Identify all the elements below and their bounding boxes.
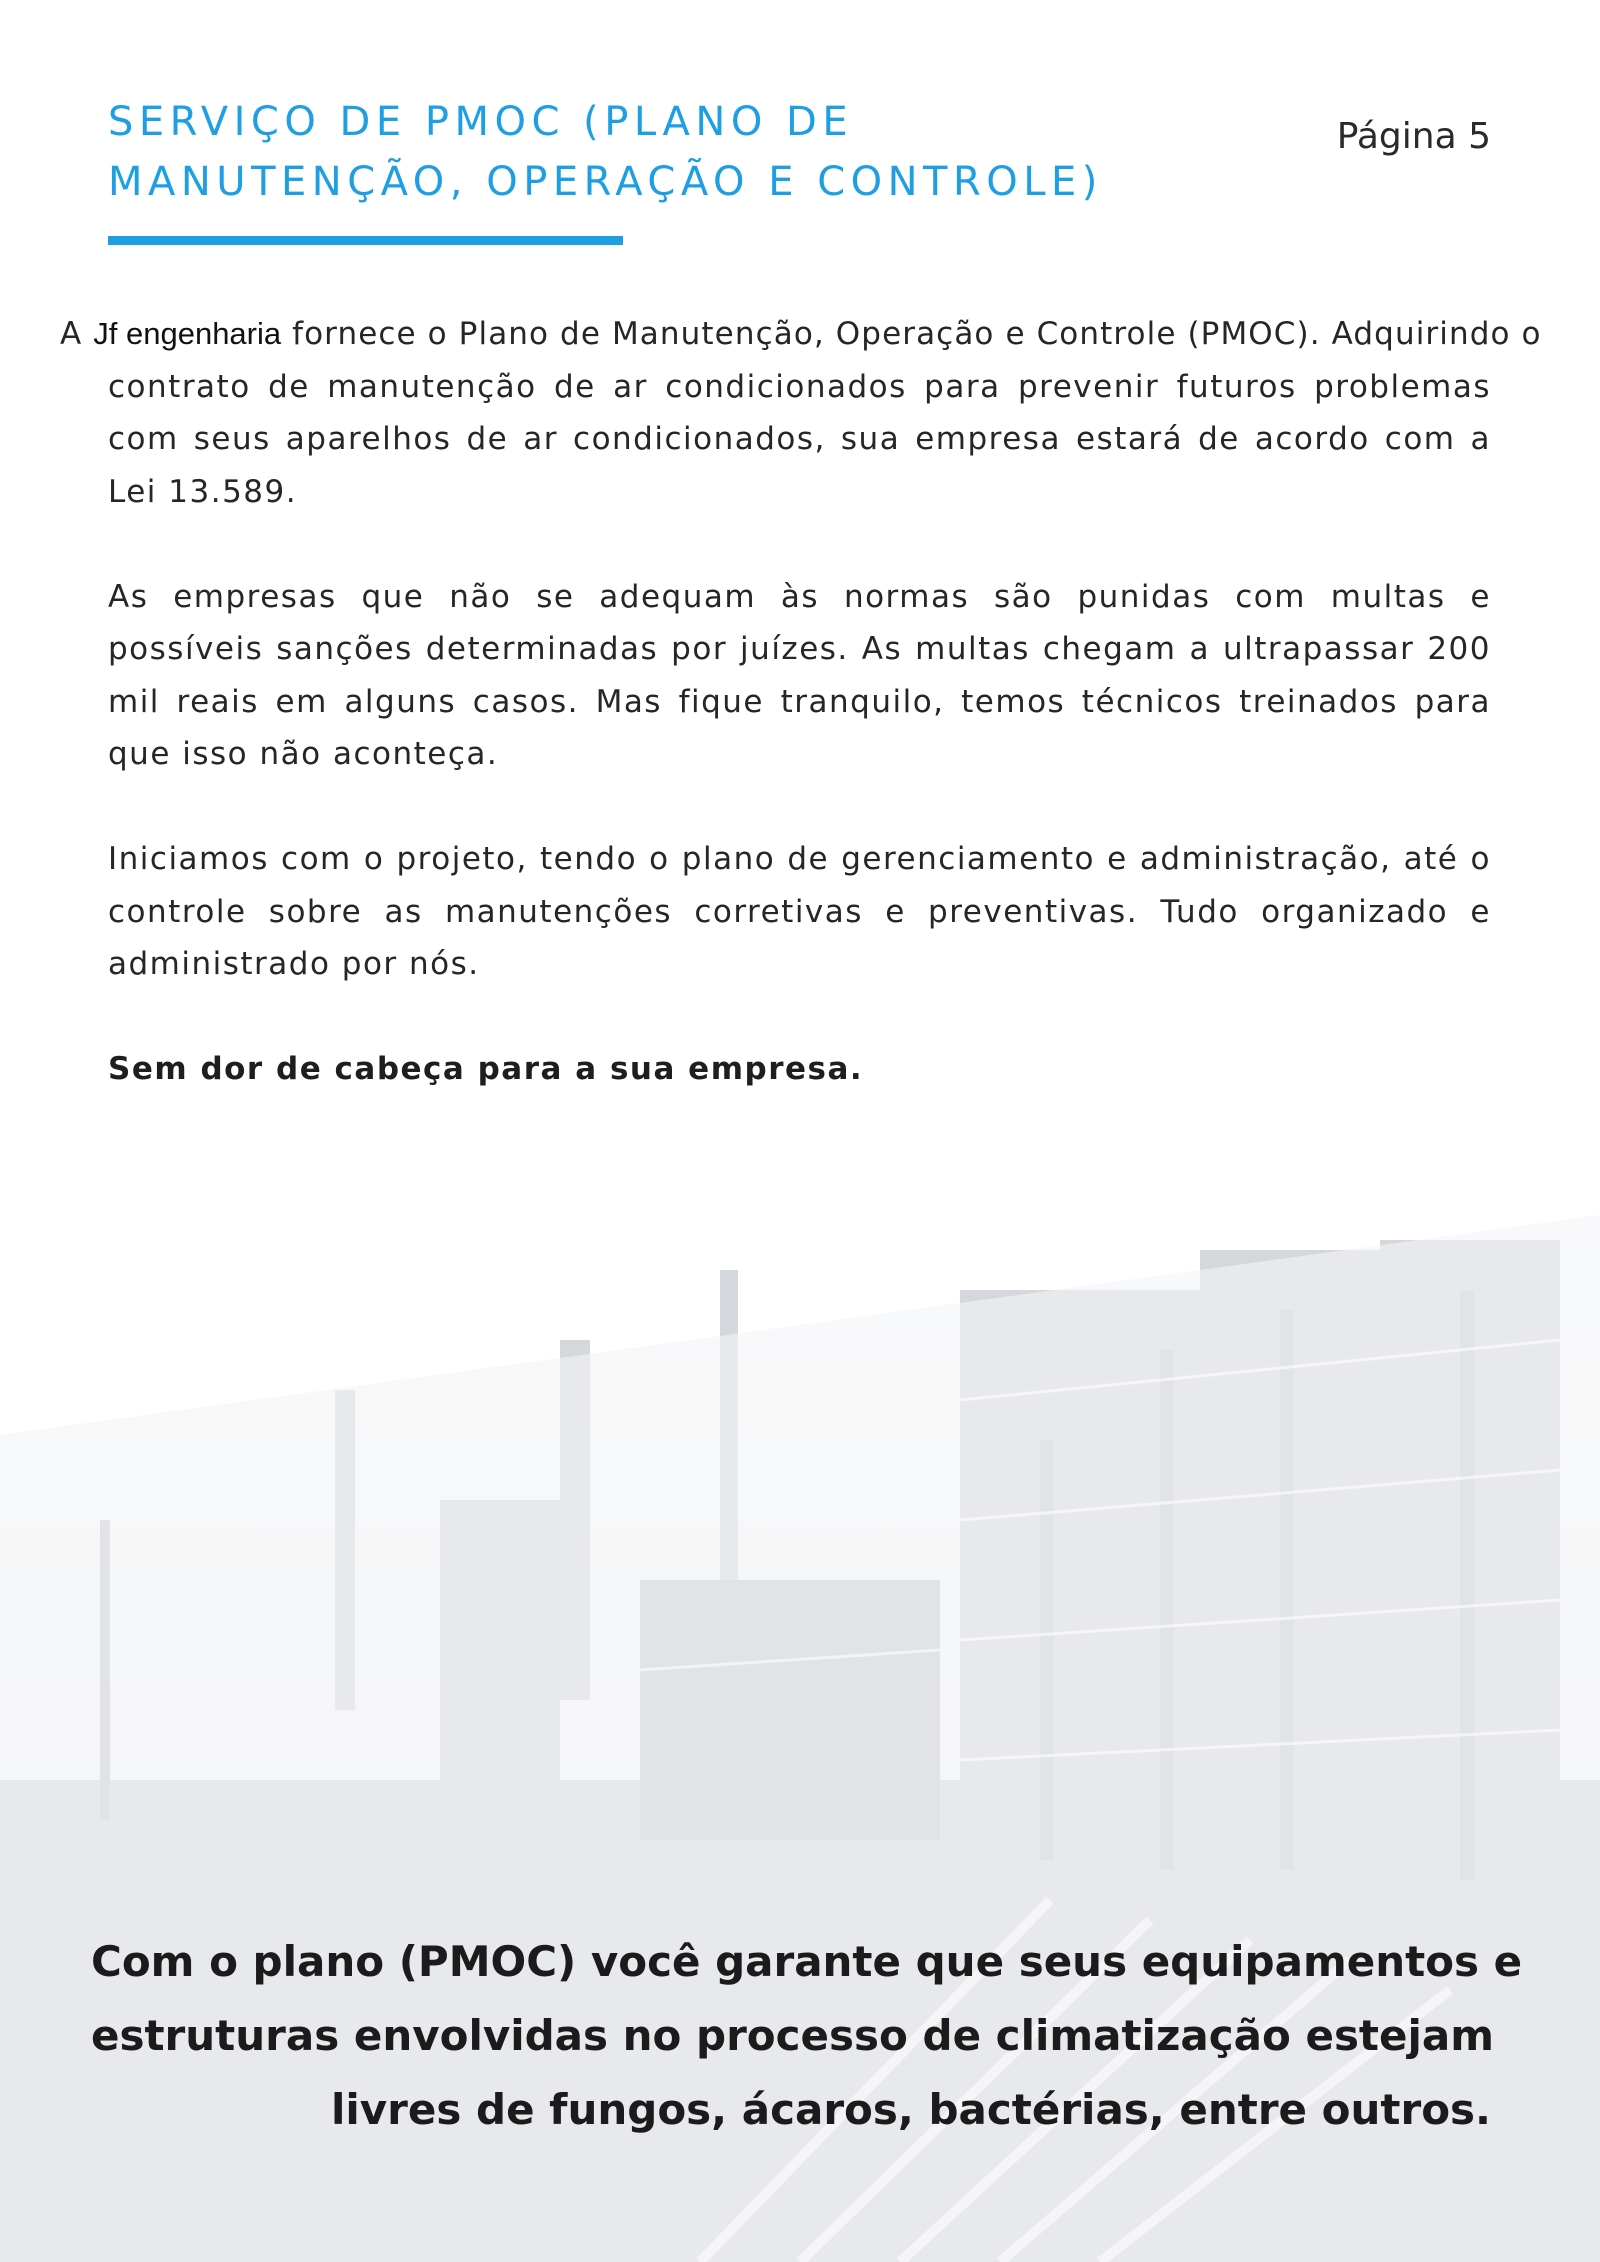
intro-continuation: contrato de manutenção de ar condicionados para prevenir futuros problemas com seus aparelhos de ar condicionados, sua empresa estará de acordo com a Lei 13.589.	[108, 368, 1491, 510]
page-title-line-1: SERVIÇO DE PMOC (PLANO DE	[108, 99, 854, 145]
closing-line-3: livres de fungos, ácaros, bactérias, entre outros.	[331, 2085, 1491, 2134]
paragraph-process: Iniciamos com o projeto, tendo o plano de gerenciamento e administração, até o controle sobre as manutenções corretivas e preventivas. Tudo organizado e administrado por nós.	[108, 841, 1491, 982]
closing-line-1: Com o plano (PMOC) você garante que seus equipamentos e	[91, 1937, 1523, 1986]
closing-line-2: estruturas envolvidas no processo de climatização estejam	[91, 2011, 1495, 2060]
brand-name: Jf engenharia	[93, 316, 282, 351]
page-title	[108, 92, 1268, 212]
body-text	[60, 308, 1542, 1148]
closing-statement	[91, 1925, 1523, 2147]
intro-first-line-text: fornece o Plano de Manutenção, Operação e Controle (PMOC). Adquirindo o	[281, 316, 1542, 352]
page-number: Página 5	[1336, 116, 1491, 157]
paragraph-penalties: As empresas que não se adequam às normas são punidas com multas e possíveis sanções determinadas por juízes. As multas chegam a ultrapassar 200 mil reais em alguns casos. Mas fique tranquilo, temos técnicos treinados para que isso não aconteça.	[108, 578, 1491, 772]
page-title-line-2: MANUTENÇÃO, OPERAÇÃO E CONTROLE)	[108, 159, 1103, 205]
intro-prefix: A	[60, 316, 94, 352]
title-underline	[108, 236, 623, 245]
intro-paragraph	[60, 308, 1542, 518]
intro-first-line	[60, 308, 1562, 361]
emphasis-line: Sem dor de cabeça para a sua empresa.	[108, 1051, 864, 1087]
